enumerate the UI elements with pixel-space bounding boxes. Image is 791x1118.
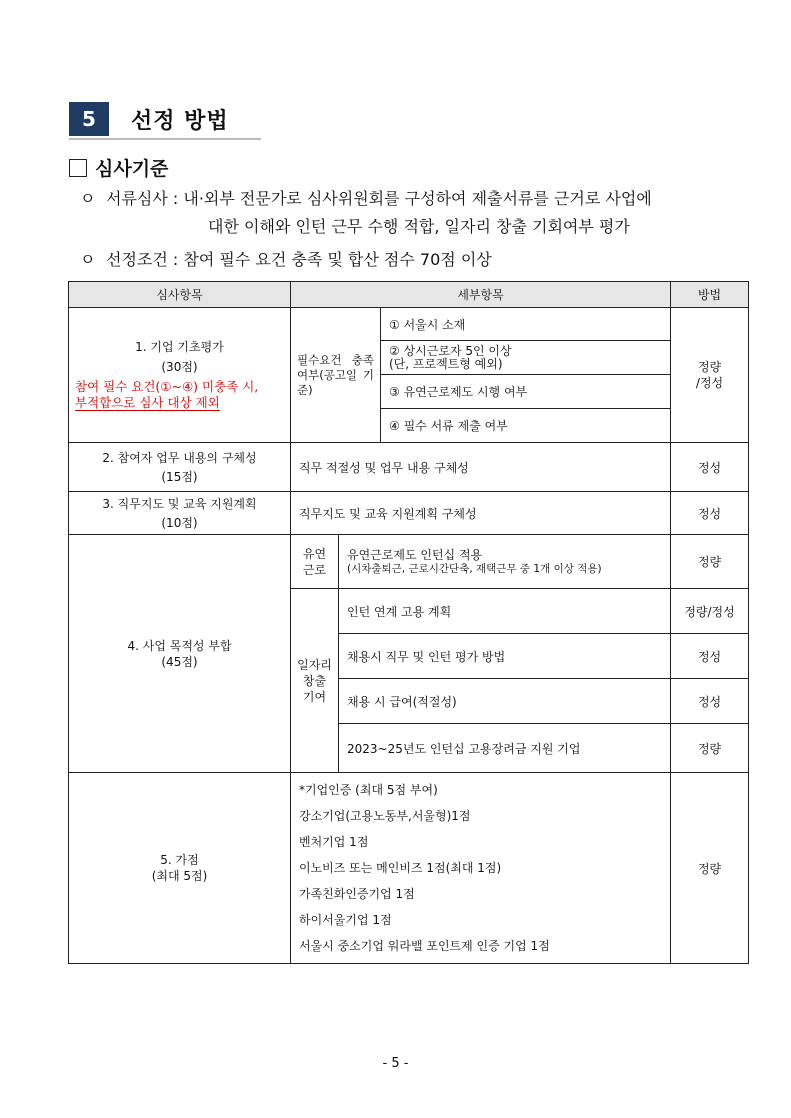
row1-group: 필수요건 충족 여부(공고일 기준) [291, 308, 381, 443]
row5-item: 5. 가점 (최대 5점) [69, 773, 291, 964]
bonus-item: 강소기업(고용노동부,서울형)1점 [299, 809, 471, 823]
bullet-marker: ㅇ [80, 250, 96, 269]
row4-job-method-2: 정성 [671, 634, 749, 679]
criteria-heading [69, 154, 168, 181]
header-item: 심사항목 [69, 282, 291, 308]
bullet-selection-condition [80, 247, 492, 273]
bonus-item: 서울시 중소기업 워라밸 포인트제 인증 기업 1점 [299, 939, 550, 953]
row4-job-label: 일자리 창출 기여 [291, 589, 339, 773]
section-heading [69, 100, 261, 140]
row4-flex-method: 정량 [671, 535, 749, 589]
row5-method: 정량 [671, 773, 749, 964]
bullet-marker: ㅇ [80, 189, 96, 208]
row4-job-method-4: 정량 [671, 724, 749, 773]
page-number: - 5 - [382, 1056, 409, 1071]
row4-job-detail-4: 2023~25년도 인턴십 고용장려금 지원 기업 [339, 724, 671, 773]
row3-method: 정성 [671, 492, 749, 535]
bullet-document-review-cont: 대한 이해와 인턴 근무 수행 적합, 일자리 창출 기회여부 평가 [208, 217, 630, 236]
checkbox-square-icon [69, 159, 87, 177]
row4-flex-label: 유연 근로 [291, 535, 339, 589]
row4-item: 4. 사업 목적성 부합 (45점) [69, 535, 291, 773]
row1-item: 1. 기업 기초평가 (30점) 참여 필수 요건(①~④) 미충족 시, 부적합으로 심사 대상 제외 [69, 308, 291, 443]
bullet-text: 서류심사 : 내·외부 전문가로 심사위원회를 구성하여 제출서류를 근거로 사업에 [106, 189, 652, 208]
row1-method: 정량 /정성 [671, 308, 749, 443]
row4-job-detail-3: 채용 시 급여(적절성) [339, 679, 671, 724]
criteria-heading-text: 심사기준 [95, 158, 169, 180]
row4-job-detail-2: 채용시 직무 및 인턴 평가 방법 [339, 634, 671, 679]
row4-job-method-1: 정량/정성 [671, 589, 749, 634]
row2-detail: 직무 적절성 및 업무 내용 구체성 [291, 443, 671, 492]
section-number: 5 [69, 102, 109, 136]
row4-job-detail-1: 인턴 연계 고용 계획 [339, 589, 671, 634]
row2-item: 2. 참여자 업무 내용의 구체성 (15점) [69, 443, 291, 492]
row5-detail [291, 773, 671, 964]
bonus-item: 벤처기업 1점 [299, 835, 369, 849]
row3-detail: 직무지도 및 교육 지원계획 구체성 [291, 492, 671, 535]
header-detail: 세부항목 [291, 282, 671, 308]
bullet-document-review [80, 186, 652, 212]
row3-item: 3. 직무지도 및 교육 지원계획 (10점) [69, 492, 291, 535]
bonus-item: 가족친화인증기업 1점 [299, 887, 415, 901]
row1-detail-2: ② 상시근로자 5인 이상 (단, 프로젝트형 예외) [381, 341, 671, 375]
row1-detail-4: ④ 필수 서류 제출 여부 [381, 409, 671, 443]
bonus-item: *기업인증 (최대 5점 부여) [299, 783, 438, 797]
bonus-item: 이노비즈 또는 메인비즈 1점(최대 1점) [299, 861, 502, 875]
section-title: 선정 방법 [131, 109, 229, 134]
row4-job-method-3: 정성 [671, 679, 749, 724]
criteria-table [68, 281, 749, 964]
bonus-item: 하이서울기업 1점 [299, 913, 392, 927]
row1-detail-1: ① 서울시 소재 [381, 308, 671, 341]
header-method: 방법 [671, 282, 749, 308]
row1-detail-3: ③ 유연근로제도 시행 여부 [381, 375, 671, 409]
row4-flex-detail: 유연근로제도 인턴십 적용 (시차출퇴근, 근로시간단축, 재택근무 중 1개 이상 적용) [339, 535, 671, 589]
bullet-text: 선정조건 : 참여 필수 요건 충족 및 합산 점수 70점 이상 [106, 250, 492, 269]
row2-method: 정성 [671, 443, 749, 492]
